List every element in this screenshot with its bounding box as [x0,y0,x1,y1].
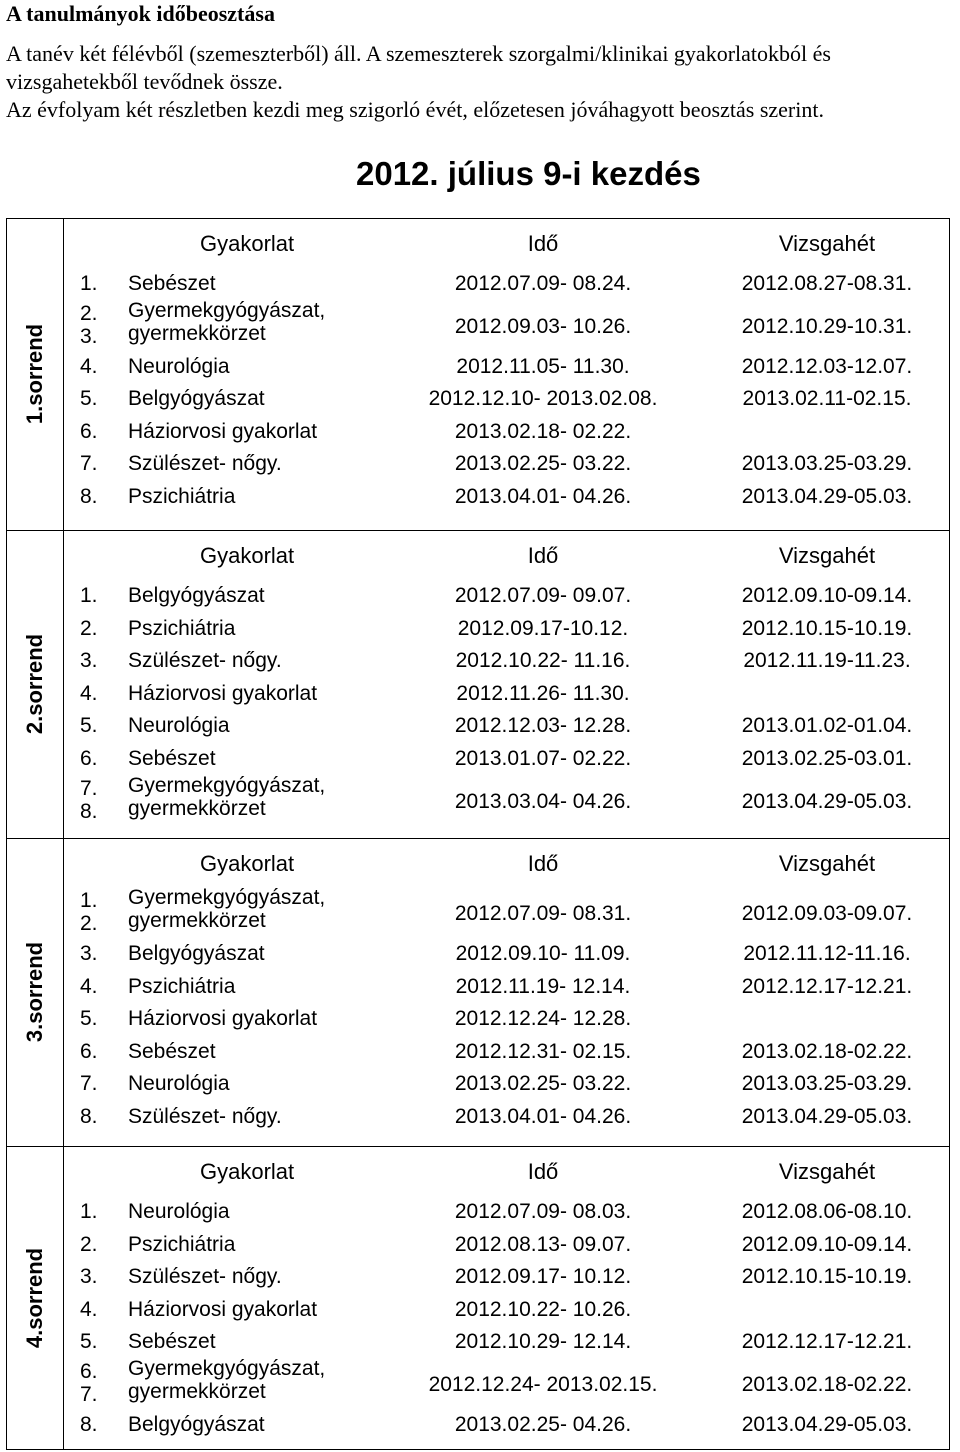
practice-period: 2013.03.04- 04.26. [454,789,632,813]
practice-name: Szülészet- nőgy. [128,1105,282,1128]
practice-period: 2012.07.09- 08.03. [454,1200,632,1223]
exam-week: 2012.09.10-09.14. [741,584,913,607]
practice-name: Sebészet [128,272,216,295]
practice-name: Háziorvosi gyakorlat [128,1007,318,1031]
practice-name: Belgyógyászat [128,942,265,965]
block-divider [6,1146,950,1147]
header-gyakorlat: Gyakorlat [200,543,295,568]
row-number: 5. [80,387,98,411]
practice-name: Gyermekgyógyászat, [128,773,326,797]
row-number: 8. [80,799,98,823]
practice-name: Háziorvosi gyakorlat [128,1297,318,1321]
exam-week: 2012.12.17-12.21. [741,1330,913,1354]
sequence-label-text: 1.sorrend [21,323,47,425]
sequence-label-text: 4.sorrend [21,1247,47,1349]
exam-week: 2013.02.25-03.01. [741,747,913,770]
practice-period: 2012.07.09- 09.07. [454,584,632,607]
header-gyakorlat: Gyakorlat [200,851,295,876]
header-vizsgahet: Vizsgahét [778,1159,876,1184]
practice-name: Neurológia [128,1072,230,1096]
row-number: 3. [80,942,98,965]
practice-period: 2012.12.24- 12.28. [454,1007,632,1031]
practice-period: 2012.11.05- 11.30. [456,354,630,378]
practice-period: 2012.10.22- 10.26. [454,1297,632,1321]
sequence-label [6,530,63,838]
row-number: 1. [80,889,98,912]
exam-week: 2013.04.29-05.03. [741,485,913,508]
intro-line-1: A tanév két félévből (szemeszterből) áll. A szemeszterek szorgalmi/klinikai gyakorlatokból és [6,41,831,66]
practice-period: 2013.04.01- 04.26. [454,1105,632,1128]
exam-week: 2013.03.25-03.29. [741,452,913,476]
exam-week: 2013.04.29-05.03. [741,1413,913,1436]
practice-name: Szülészet- nőgy. [128,649,282,673]
exam-week: 2013.04.29-05.03. [741,789,913,813]
practice-period: 2012.12.03- 12.28. [454,714,632,738]
exam-week: 2012.10.15-10.19. [741,616,913,640]
row-number: 4. [80,974,98,998]
exam-week: 2012.12.03-12.07. [741,354,913,378]
header-ido: Idő [527,231,559,256]
header-gyakorlat: Gyakorlat [200,231,295,256]
exam-week: 2013.03.25-03.29. [741,1072,913,1096]
exam-week: 2012.08.27-08.31. [741,272,913,295]
exam-week: 2012.10.29-10.31. [741,314,913,338]
practice-name: Neurológia [128,354,230,378]
sequence-label-text: 2.sorrend [21,633,47,735]
row-number: 2. [80,1232,98,1256]
row-number: 1. [80,1200,98,1223]
exam-week: 2012.08.06-08.10. [741,1200,913,1223]
row-number: 8. [80,1105,98,1128]
block-divider [6,530,950,531]
exam-week: 2012.09.03-09.07. [741,902,913,925]
row-number: 2. [80,616,98,640]
exam-week: 2012.09.10-09.14. [741,1232,913,1256]
practice-name: Gyermekgyógyászat, [128,298,326,322]
practice-period: 2013.02.25- 03.22. [454,1072,632,1096]
row-number: 6. [80,747,98,770]
exam-week: 2013.02.11-02.15. [742,387,912,411]
exam-week: 2013.04.29-05.03. [741,1105,913,1128]
practice-period: 2012.09.10- 11.09. [455,942,631,965]
practice-name: gyermekkörzet [128,909,266,932]
row-number: 6. [80,1039,98,1063]
practice-period: 2012.07.09- 08.24. [454,272,632,295]
row-number: 7. [80,776,98,800]
sequence-label [6,218,63,530]
header-gyakorlat: Gyakorlat [200,1159,295,1184]
practice-name: Pszichiátria [128,485,236,508]
row-number: 4. [80,354,98,378]
header-ido: Idő [527,1159,559,1184]
row-number: 2. [80,301,98,325]
practice-name: Sebészet [128,747,216,770]
practice-period: 2013.02.25- 04.26. [454,1413,632,1436]
row-number: 7. [80,452,98,476]
practice-period: 2012.08.13- 09.07. [454,1232,632,1256]
practice-period: 2012.09.17-10.12. [457,616,629,640]
block-divider [6,838,950,839]
sequence-label [6,1146,63,1450]
intro-line-3: Az évfolyam két részletben kezdi meg szigorló évét, előzetesen jóváhagyott beosztás szerint. [6,97,824,122]
row-number: 6. [80,1360,98,1383]
practice-period: 2012.09.03- 10.26. [454,314,632,338]
row-number: 8. [80,485,98,508]
row-number: 8. [80,1413,98,1436]
practice-period: 2012.12.24- 2013.02.15. [428,1373,658,1396]
row-number: 7. [80,1072,98,1096]
header-vizsgahet: Vizsgahét [778,231,876,256]
practice-name: Pszichiátria [128,1232,236,1256]
page-heading: A tanulmányok időbeosztása [6,1,275,26]
practice-period: 2013.02.18- 02.22. [454,419,632,443]
exam-week: 2012.12.17-12.21. [741,974,913,998]
exam-week: 2012.11.19-11.23. [743,649,911,673]
practice-name: Neurológia [128,1200,230,1223]
practice-name: Belgyógyászat [128,584,265,607]
header-ido: Idő [527,543,559,568]
header-vizsgahet: Vizsgahét [778,851,876,876]
exam-week: 2012.11.12-11.16. [743,942,911,965]
row-number: 6. [80,419,98,443]
sequence-label-text: 3.sorrend [21,941,47,1043]
practice-period: 2012.11.19- 12.14. [455,974,631,998]
practice-period: 2012.07.09- 08.31. [454,902,632,925]
practice-name: Gyermekgyógyászat, [128,1357,326,1380]
intro-line-2: vizsgahetekből tevődnek össze. [6,69,283,94]
practice-period: 2012.11.26- 11.30. [456,681,630,705]
practice-name: Szülészet- nőgy. [128,452,282,476]
practice-name: Szülészet- nőgy. [128,1265,282,1289]
row-number: 1. [80,272,98,295]
row-number: 5. [80,1007,98,1031]
practice-name: Gyermekgyógyászat, [128,886,326,909]
row-number: 3. [80,324,98,348]
practice-period: 2012.09.17- 10.12. [454,1265,632,1289]
exam-week: 2012.10.15-10.19. [741,1265,913,1289]
header-ido: Idő [527,851,559,876]
practice-period: 2012.12.31- 02.15. [454,1039,632,1063]
row-number: 7. [80,1383,98,1406]
practice-name: Háziorvosi gyakorlat [128,419,318,443]
practice-name: Neurológia [128,714,230,738]
exam-week: 2013.02.18-02.22. [741,1373,913,1396]
sequence-label [6,838,63,1146]
practice-name: Belgyógyászat [128,387,265,411]
row-number: 5. [80,1330,98,1354]
exam-week: 2013.02.18-02.22. [741,1039,913,1063]
practice-period: 2012.12.10- 2013.02.08. [428,387,658,411]
practice-name: Pszichiátria [128,974,236,998]
practice-name: Háziorvosi gyakorlat [128,681,318,705]
practice-name: Sebészet [128,1330,216,1354]
practice-name: gyermekkörzet [128,796,266,820]
practice-period: 2012.10.29- 12.14. [454,1330,632,1354]
schedule-title: 2012. július 9-i kezdés [356,155,701,192]
practice-period: 2013.04.01- 04.26. [454,485,632,508]
practice-period: 2013.02.25- 03.22. [454,452,632,476]
practice-name: Pszichiátria [128,616,236,640]
row-number: 3. [80,1265,98,1289]
exam-week: 2013.01.02-01.04. [741,714,913,738]
row-number: 2. [80,912,98,935]
practice-name: Sebészet [128,1039,216,1063]
row-number: 1. [80,584,98,607]
practice-period: 2012.10.22- 11.16. [455,649,631,673]
row-number: 4. [80,681,98,705]
practice-name: gyermekkörzet [128,1380,266,1403]
label-column-divider [63,218,64,1450]
practice-name: gyermekkörzet [128,321,266,345]
row-number: 3. [80,649,98,673]
row-number: 5. [80,714,98,738]
practice-name: Belgyógyászat [128,1413,265,1436]
practice-period: 2013.01.07- 02.22. [454,747,632,770]
row-number: 4. [80,1297,98,1321]
header-vizsgahet: Vizsgahét [778,543,876,568]
